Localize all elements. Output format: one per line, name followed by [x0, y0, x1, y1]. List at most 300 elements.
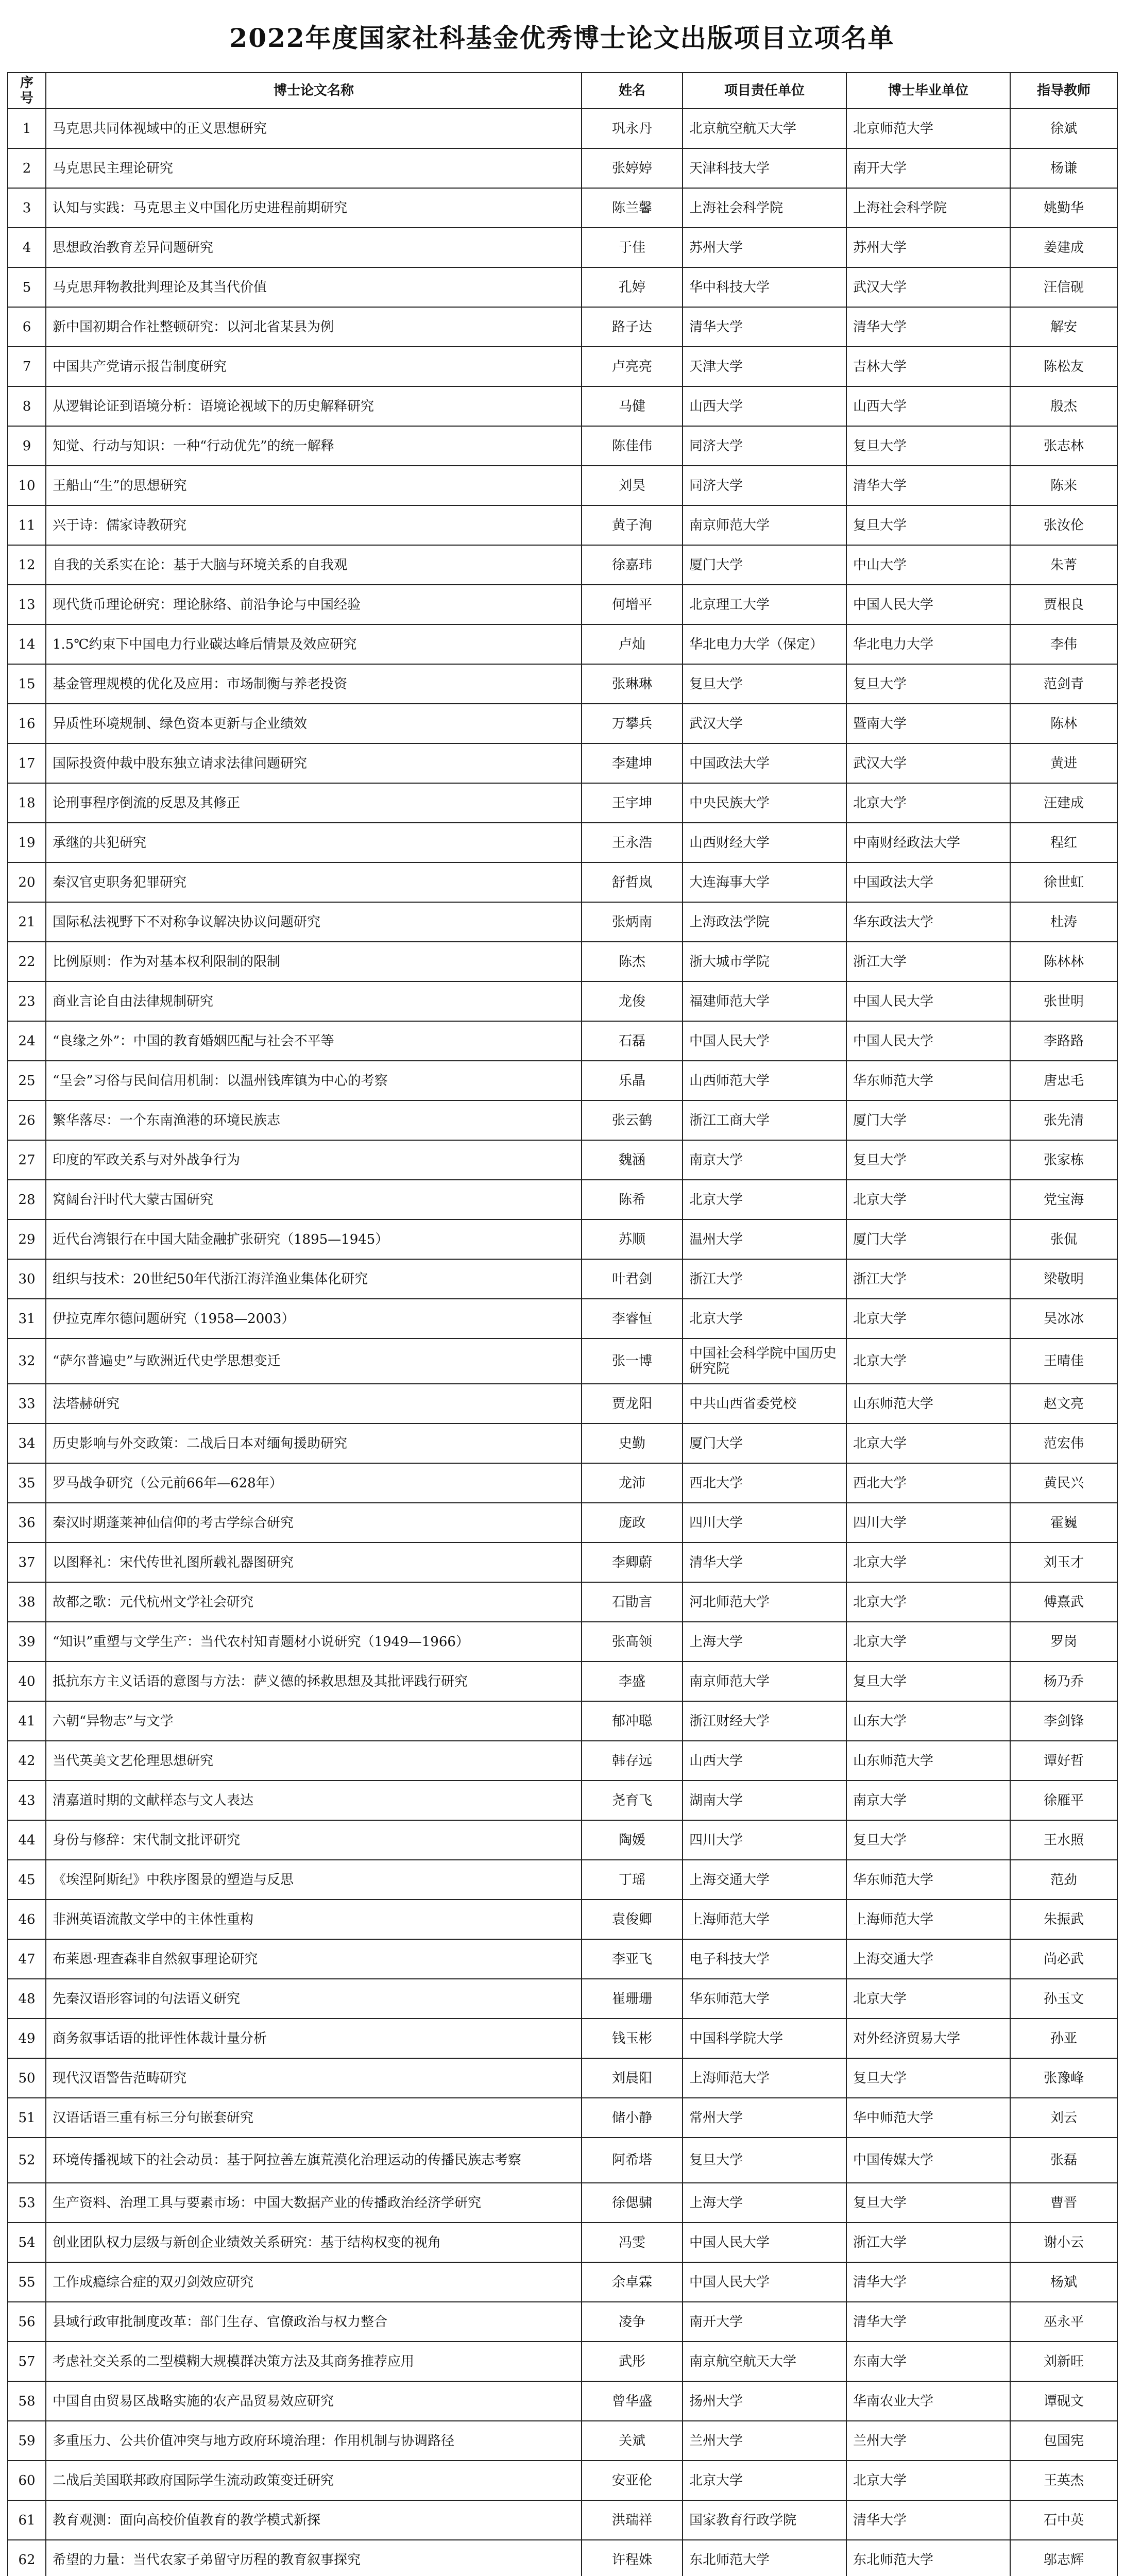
table-row — [8, 148, 1117, 188]
cell-serial: 36 — [8, 1503, 46, 1543]
cell-advisor: 包国宪 — [1010, 2421, 1117, 2461]
cell-graduate-unit: 上海社会科学院 — [846, 188, 1010, 228]
cell-advisor: 汪建成 — [1010, 783, 1117, 823]
cell-serial: 37 — [8, 1543, 46, 1582]
cell-serial: 4 — [8, 228, 46, 267]
cell-thesis-title: “呈会”习俗与民间信用机制：以温州钱库镇为中心的考察 — [46, 1061, 582, 1100]
cell-responsible-unit: 兰州大学 — [683, 2421, 846, 2461]
cell-graduate-unit: 南开大学 — [846, 148, 1010, 188]
cell-author-name: 王永浩 — [582, 823, 683, 862]
table-row — [8, 942, 1117, 981]
table-row — [8, 386, 1117, 426]
cell-thesis-title: 清嘉道时期的文献样态与文人表达 — [46, 1781, 582, 1820]
table-row — [8, 664, 1117, 704]
table-row — [8, 981, 1117, 1021]
cell-thesis-title: 伊拉克库尔德问题研究（1958—2003） — [46, 1299, 582, 1338]
cell-author-name: 钱玉彬 — [582, 2019, 683, 2058]
table-row — [8, 1384, 1117, 1423]
cell-thesis-title: 自我的关系实在论：基于大脑与环境关系的自我观 — [46, 545, 582, 585]
cell-responsible-unit: 山西大学 — [683, 1741, 846, 1781]
table-row — [8, 1939, 1117, 1979]
cell-responsible-unit: 山西财经大学 — [683, 823, 846, 862]
table-row — [8, 1582, 1117, 1622]
table-row — [8, 1463, 1117, 1503]
table-header-row — [8, 73, 1117, 109]
table-row — [8, 1820, 1117, 1860]
cell-advisor: 徐斌 — [1010, 109, 1117, 148]
cell-serial: 61 — [8, 2500, 46, 2540]
cell-thesis-title: 考虑社交关系的二型模糊大规模群决策方法及其商务推荐应用 — [46, 2342, 582, 2381]
cell-advisor: 孙玉文 — [1010, 1979, 1117, 2019]
cell-author-name: 巩永丹 — [582, 109, 683, 148]
cell-author-name: 陶媛 — [582, 1820, 683, 1860]
cell-author-name: 尧育飞 — [582, 1781, 683, 1820]
cell-graduate-unit: 清华大学 — [846, 2302, 1010, 2342]
cell-responsible-unit: 北京大学 — [683, 1180, 846, 1219]
cell-thesis-title: 环境传播视域下的社会动员：基于阿拉善左旗荒漠化治理运动的传播民族志考察 — [46, 2138, 582, 2183]
cell-serial: 41 — [8, 1701, 46, 1741]
table-row — [8, 1662, 1117, 1701]
cell-author-name: 余卓霖 — [582, 2262, 683, 2302]
cell-graduate-unit: 厦门大学 — [846, 1219, 1010, 1259]
cell-serial: 18 — [8, 783, 46, 823]
cell-graduate-unit: 复旦大学 — [846, 1662, 1010, 1701]
cell-author-name: 郁冲聪 — [582, 1701, 683, 1741]
document-title: 2022年度国家社科基金优秀博士论文出版项目立项名单 — [229, 23, 895, 53]
cell-thesis-title: 从逻辑论证到语境分析：语境论视域下的历史解释研究 — [46, 386, 582, 426]
cell-serial: 15 — [8, 664, 46, 704]
table-row — [8, 2381, 1117, 2421]
cell-serial: 1 — [8, 109, 46, 148]
cell-author-name: 李建坤 — [582, 743, 683, 783]
cell-advisor: 张侃 — [1010, 1219, 1117, 1259]
table-row — [8, 2098, 1117, 2138]
cell-responsible-unit: 扬州大学 — [683, 2381, 846, 2421]
cell-serial: 5 — [8, 267, 46, 307]
cell-responsible-unit: 华北电力大学（保定） — [683, 624, 846, 664]
cell-author-name: 李盛 — [582, 1662, 683, 1701]
cell-author-name: 陈希 — [582, 1180, 683, 1219]
cell-author-name: 庞政 — [582, 1503, 683, 1543]
cell-serial: 34 — [8, 1423, 46, 1463]
cell-serial: 9 — [8, 426, 46, 466]
cell-author-name: 魏涵 — [582, 1140, 683, 1180]
cell-responsible-unit: 中国人民大学 — [683, 1021, 846, 1061]
cell-advisor: 姜建成 — [1010, 228, 1117, 267]
cell-thesis-title: 现代汉语警告范畴研究 — [46, 2058, 582, 2098]
table-row — [8, 1140, 1117, 1180]
table-row — [8, 1100, 1117, 1140]
cell-serial: 47 — [8, 1939, 46, 1979]
cell-thesis-title: 教育观测：面向高校价值教育的教学模式新探 — [46, 2500, 582, 2540]
cell-author-name: 袁俊卿 — [582, 1900, 683, 1939]
cell-advisor: 朱菁 — [1010, 545, 1117, 585]
table-row — [8, 505, 1117, 545]
cell-author-name: 卢亮亮 — [582, 347, 683, 386]
cell-thesis-title: 希望的力量：当代农家子弟留守历程的教育叙事探究 — [46, 2540, 582, 2576]
cell-thesis-title: 兴于诗：儒家诗教研究 — [46, 505, 582, 545]
cell-advisor: 朱振武 — [1010, 1900, 1117, 1939]
cell-serial: 59 — [8, 2421, 46, 2461]
cell-serial: 20 — [8, 862, 46, 902]
cell-advisor: 吴冰冰 — [1010, 1299, 1117, 1338]
cell-thesis-title: 异质性环境规制、绿色资本更新与企业绩效 — [46, 704, 582, 743]
table-row — [8, 2342, 1117, 2381]
cell-serial: 57 — [8, 2342, 46, 2381]
cell-thesis-title: 法塔赫研究 — [46, 1384, 582, 1423]
cell-author-name: 李卿蔚 — [582, 1543, 683, 1582]
cell-graduate-unit: 四川大学 — [846, 1503, 1010, 1543]
table-row — [8, 624, 1117, 664]
cell-thesis-title: 工作成瘾综合症的双刃剑效应研究 — [46, 2262, 582, 2302]
cell-advisor: 杨斌 — [1010, 2262, 1117, 2302]
cell-responsible-unit: 湖南大学 — [683, 1781, 846, 1820]
cell-graduate-unit: 清华大学 — [846, 2500, 1010, 2540]
cell-advisor: 李路路 — [1010, 1021, 1117, 1061]
header-advisor: 指导教师 — [1010, 73, 1117, 109]
cell-serial: 23 — [8, 981, 46, 1021]
cell-graduate-unit: 北京大学 — [846, 783, 1010, 823]
cell-author-name: 史勤 — [582, 1423, 683, 1463]
cell-graduate-unit: 复旦大学 — [846, 2183, 1010, 2223]
cell-graduate-unit: 北京师范大学 — [846, 109, 1010, 148]
cell-responsible-unit: 北京理工大学 — [683, 585, 846, 624]
cell-advisor: 谢小云 — [1010, 2223, 1117, 2262]
cell-thesis-title: 中国自由贸易区战略实施的农产品贸易效应研究 — [46, 2381, 582, 2421]
cell-thesis-title: 以图释礼：宋代传世礼图所载礼器图研究 — [46, 1543, 582, 1582]
cell-serial: 10 — [8, 466, 46, 505]
cell-author-name: 凌争 — [582, 2302, 683, 2342]
cell-thesis-title: 秦汉时期蓬莱神仙信仰的考古学综合研究 — [46, 1503, 582, 1543]
cell-author-name: 舒哲岚 — [582, 862, 683, 902]
cell-responsible-unit: 华东师范大学 — [683, 1979, 846, 2019]
cell-graduate-unit: 中南财经政法大学 — [846, 823, 1010, 862]
cell-author-name: 马健 — [582, 386, 683, 426]
cell-responsible-unit: 天津大学 — [683, 347, 846, 386]
cell-advisor: 傅熹武 — [1010, 1582, 1117, 1622]
table-row — [8, 2500, 1117, 2540]
cell-graduate-unit: 苏州大学 — [846, 228, 1010, 267]
cell-graduate-unit: 北京大学 — [846, 2461, 1010, 2500]
cell-graduate-unit: 对外经济贸易大学 — [846, 2019, 1010, 2058]
cell-serial: 30 — [8, 1259, 46, 1299]
cell-graduate-unit: 武汉大学 — [846, 267, 1010, 307]
cell-advisor: 唐忠毛 — [1010, 1061, 1117, 1100]
cell-serial: 12 — [8, 545, 46, 585]
cell-advisor: 范劲 — [1010, 1860, 1117, 1900]
cell-author-name: 崔珊珊 — [582, 1979, 683, 2019]
cell-author-name: 安亚伦 — [582, 2461, 683, 2500]
table-row — [8, 1259, 1117, 1299]
cell-graduate-unit: 北京大学 — [846, 1622, 1010, 1662]
cell-author-name: 叶君剑 — [582, 1259, 683, 1299]
cell-graduate-unit: 北京大学 — [846, 1543, 1010, 1582]
cell-thesis-title: 马克思民主理论研究 — [46, 148, 582, 188]
cell-graduate-unit: 东南大学 — [846, 2342, 1010, 2381]
cell-advisor: 张世明 — [1010, 981, 1117, 1021]
cell-advisor: 石中英 — [1010, 2500, 1117, 2540]
cell-serial: 13 — [8, 585, 46, 624]
cell-responsible-unit: 中国科学院大学 — [683, 2019, 846, 2058]
table-row — [8, 109, 1117, 148]
cell-thesis-title: 现代货币理论研究：理论脉络、前沿争论与中国经验 — [46, 585, 582, 624]
cell-graduate-unit: 中国人民大学 — [846, 1021, 1010, 1061]
table-row — [8, 1299, 1117, 1338]
cell-serial: 58 — [8, 2381, 46, 2421]
cell-serial: 31 — [8, 1299, 46, 1338]
cell-thesis-title: 思想政治教育差异问题研究 — [46, 228, 582, 267]
table-row — [8, 267, 1117, 307]
cell-author-name: 于佳 — [582, 228, 683, 267]
cell-advisor: 刘云 — [1010, 2098, 1117, 2138]
cell-responsible-unit: 温州大学 — [683, 1219, 846, 1259]
cell-advisor: 陈来 — [1010, 466, 1117, 505]
cell-advisor: 李伟 — [1010, 624, 1117, 664]
cell-serial: 62 — [8, 2540, 46, 2576]
cell-serial: 11 — [8, 505, 46, 545]
table-row — [8, 783, 1117, 823]
cell-author-name: 卢灿 — [582, 624, 683, 664]
cell-author-name: 阿希塔 — [582, 2138, 683, 2183]
cell-thesis-title: 国际私法视野下不对称争议解决协议问题研究 — [46, 902, 582, 942]
cell-responsible-unit: 中国政法大学 — [683, 743, 846, 783]
cell-responsible-unit: 武汉大学 — [683, 704, 846, 743]
cell-graduate-unit: 北京大学 — [846, 1180, 1010, 1219]
cell-graduate-unit: 上海师范大学 — [846, 1900, 1010, 1939]
cell-advisor: 张汝伦 — [1010, 505, 1117, 545]
cell-advisor: 张志林 — [1010, 426, 1117, 466]
cell-responsible-unit: 浙江工商大学 — [683, 1100, 846, 1140]
cell-author-name: 张琳琳 — [582, 664, 683, 704]
cell-responsible-unit: 上海政法学院 — [683, 902, 846, 942]
cell-author-name: 张一博 — [582, 1338, 683, 1384]
cell-advisor: 王英杰 — [1010, 2461, 1117, 2500]
cell-author-name: 丁瑶 — [582, 1860, 683, 1900]
table-row — [8, 545, 1117, 585]
cell-responsible-unit: 浙江财经大学 — [683, 1701, 846, 1741]
cell-responsible-unit: 福建师范大学 — [683, 981, 846, 1021]
cell-advisor: 刘玉才 — [1010, 1543, 1117, 1582]
cell-advisor: 陈松友 — [1010, 347, 1117, 386]
cell-responsible-unit: 南开大学 — [683, 2302, 846, 2342]
cell-author-name: 张云鹤 — [582, 1100, 683, 1140]
cell-advisor: 张豫峰 — [1010, 2058, 1117, 2098]
cell-graduate-unit: 厦门大学 — [846, 1100, 1010, 1140]
header-serial: 序号 — [8, 73, 46, 109]
cell-advisor: 徐雁平 — [1010, 1781, 1117, 1820]
cell-author-name: 李睿恒 — [582, 1299, 683, 1338]
cell-author-name: 石磊 — [582, 1021, 683, 1061]
table-row — [8, 2262, 1117, 2302]
cell-author-name: 许程姝 — [582, 2540, 683, 2576]
cell-advisor: 张磊 — [1010, 2138, 1117, 2183]
cell-graduate-unit: 浙江大学 — [846, 1259, 1010, 1299]
header-graduate-unit: 博士毕业单位 — [846, 73, 1010, 109]
cell-advisor: 张家栋 — [1010, 1140, 1117, 1180]
cell-graduate-unit: 中山大学 — [846, 545, 1010, 585]
cell-graduate-unit: 山东师范大学 — [846, 1741, 1010, 1781]
table-row — [8, 1979, 1117, 2019]
cell-advisor: 谭好哲 — [1010, 1741, 1117, 1781]
cell-thesis-title: 窝阔台汗时代大蒙古国研究 — [46, 1180, 582, 1219]
cell-author-name: 刘晨阳 — [582, 2058, 683, 2098]
cell-advisor: 陈林 — [1010, 704, 1117, 743]
cell-advisor: 范剑青 — [1010, 664, 1117, 704]
cell-serial: 3 — [8, 188, 46, 228]
table-row — [8, 2302, 1117, 2342]
cell-serial: 25 — [8, 1061, 46, 1100]
cell-author-name: 乐晶 — [582, 1061, 683, 1100]
cell-thesis-title: 汉语话语三重有标三分句嵌套研究 — [46, 2098, 582, 2138]
cell-serial: 48 — [8, 1979, 46, 2019]
cell-serial: 55 — [8, 2262, 46, 2302]
cell-serial: 44 — [8, 1820, 46, 1860]
cell-thesis-title: 秦汉官吏职务犯罪研究 — [46, 862, 582, 902]
cell-responsible-unit: 山西师范大学 — [683, 1061, 846, 1100]
cell-serial: 19 — [8, 823, 46, 862]
table-row — [8, 1061, 1117, 1100]
cell-serial: 24 — [8, 1021, 46, 1061]
table-row — [8, 823, 1117, 862]
cell-graduate-unit: 北京大学 — [846, 1979, 1010, 2019]
table-row — [8, 1180, 1117, 1219]
table-row — [8, 1781, 1117, 1820]
cell-thesis-title: 新中国初期合作社整顿研究：以河北省某县为例 — [46, 307, 582, 347]
cell-serial: 26 — [8, 1100, 46, 1140]
cell-serial: 51 — [8, 2098, 46, 2138]
cell-graduate-unit: 华南农业大学 — [846, 2381, 1010, 2421]
table-row — [8, 2223, 1117, 2262]
cell-serial: 21 — [8, 902, 46, 942]
cell-responsible-unit: 电子科技大学 — [683, 1939, 846, 1979]
cell-thesis-title: 知觉、行动与知识：一种“行动优先”的统一解释 — [46, 426, 582, 466]
cell-responsible-unit: 山西大学 — [683, 386, 846, 426]
table-row — [8, 2019, 1117, 2058]
cell-serial: 38 — [8, 1582, 46, 1622]
cell-serial: 7 — [8, 347, 46, 386]
table-row — [8, 188, 1117, 228]
cell-serial: 2 — [8, 148, 46, 188]
cell-serial: 32 — [8, 1338, 46, 1384]
table-row — [8, 426, 1117, 466]
cell-responsible-unit: 南京师范大学 — [683, 1662, 846, 1701]
cell-author-name: 孔婷 — [582, 267, 683, 307]
cell-serial: 35 — [8, 1463, 46, 1503]
cell-advisor: 孙亚 — [1010, 2019, 1117, 2058]
cell-advisor: 汪信砚 — [1010, 267, 1117, 307]
cell-thesis-title: 县域行政审批制度改革：部门生存、官僚政治与权力整合 — [46, 2302, 582, 2342]
cell-thesis-title: 身份与修辞：宋代制文批评研究 — [46, 1820, 582, 1860]
table-row — [8, 228, 1117, 267]
cell-serial: 56 — [8, 2302, 46, 2342]
cell-responsible-unit: 北京大学 — [683, 1299, 846, 1338]
cell-advisor: 霍巍 — [1010, 1503, 1117, 1543]
cell-serial: 54 — [8, 2223, 46, 2262]
cell-thesis-title: 中国共产党请示报告制度研究 — [46, 347, 582, 386]
cell-author-name: 张炳南 — [582, 902, 683, 942]
table-row — [8, 1219, 1117, 1259]
cell-graduate-unit: 华东师范大学 — [846, 1061, 1010, 1100]
header-responsible-unit: 项目责任单位 — [683, 73, 846, 109]
cell-advisor: 罗岗 — [1010, 1622, 1117, 1662]
cell-thesis-title: 承继的共犯研究 — [46, 823, 582, 862]
cell-graduate-unit: 复旦大学 — [846, 664, 1010, 704]
cell-author-name: 龙沛 — [582, 1463, 683, 1503]
cell-author-name: 李亚飞 — [582, 1939, 683, 1979]
cell-advisor: 徐世虹 — [1010, 862, 1117, 902]
cell-graduate-unit: 南京大学 — [846, 1781, 1010, 1820]
cell-graduate-unit: 复旦大学 — [846, 1140, 1010, 1180]
table-row — [8, 466, 1117, 505]
cell-responsible-unit: 同济大学 — [683, 426, 846, 466]
cell-serial: 49 — [8, 2019, 46, 2058]
cell-responsible-unit: 北京大学 — [683, 2461, 846, 2500]
cell-advisor: 黄进 — [1010, 743, 1117, 783]
cell-serial: 53 — [8, 2183, 46, 2223]
table-row — [8, 1021, 1117, 1061]
cell-advisor: 邬志辉 — [1010, 2540, 1117, 2576]
cell-responsible-unit: 常州大学 — [683, 2098, 846, 2138]
cell-thesis-title: 《埃涅阿斯纪》中秩序图景的塑造与反思 — [46, 1860, 582, 1900]
cell-thesis-title: 故都之歌：元代杭州文学社会研究 — [46, 1582, 582, 1622]
cell-graduate-unit: 北京大学 — [846, 1338, 1010, 1384]
cell-thesis-title: 认知与实践：马克思主义中国化历史进程前期研究 — [46, 188, 582, 228]
cell-graduate-unit: 清华大学 — [846, 466, 1010, 505]
cell-graduate-unit: 山西大学 — [846, 386, 1010, 426]
table-row — [8, 2421, 1117, 2461]
cell-graduate-unit: 中国传媒大学 — [846, 2138, 1010, 2183]
cell-author-name: 龙俊 — [582, 981, 683, 1021]
cell-advisor: 刘新旺 — [1010, 2342, 1117, 2381]
cell-advisor: 姚勤华 — [1010, 188, 1117, 228]
cell-author-name: 曾华盛 — [582, 2381, 683, 2421]
cell-thesis-title: 历史影响与外交政策：二战后日本对缅甸援助研究 — [46, 1423, 582, 1463]
cell-author-name: 万攀兵 — [582, 704, 683, 743]
cell-responsible-unit: 南京大学 — [683, 1140, 846, 1180]
cell-responsible-unit: 厦门大学 — [683, 1423, 846, 1463]
cell-graduate-unit: 武汉大学 — [846, 743, 1010, 783]
cell-serial: 40 — [8, 1662, 46, 1701]
cell-responsible-unit: 中国人民大学 — [683, 2223, 846, 2262]
cell-serial: 45 — [8, 1860, 46, 1900]
cell-graduate-unit: 复旦大学 — [846, 2058, 1010, 2098]
cell-advisor: 谭砚文 — [1010, 2381, 1117, 2421]
cell-thesis-title: 近代台湾银行在中国大陆金融扩张研究（1895—1945） — [46, 1219, 582, 1259]
table-row — [8, 307, 1117, 347]
cell-advisor: 杜涛 — [1010, 902, 1117, 942]
cell-thesis-title: 印度的军政关系与对外战争行为 — [46, 1140, 582, 1180]
cell-serial: 52 — [8, 2138, 46, 2183]
cell-responsible-unit: 中共山西省委党校 — [683, 1384, 846, 1423]
cell-author-name: 黄子洵 — [582, 505, 683, 545]
cell-graduate-unit: 清华大学 — [846, 307, 1010, 347]
table-row — [8, 1423, 1117, 1463]
table-row — [8, 1900, 1117, 1939]
table-row — [8, 1543, 1117, 1582]
cell-advisor: 殷杰 — [1010, 386, 1117, 426]
table-row — [8, 862, 1117, 902]
cell-author-name: 陈兰馨 — [582, 188, 683, 228]
cell-advisor: 黄民兴 — [1010, 1463, 1117, 1503]
cell-author-name: 路子达 — [582, 307, 683, 347]
table-row — [8, 704, 1117, 743]
table-row — [8, 2461, 1117, 2500]
cell-thesis-title: 组织与技术：20世纪50年代浙江海洋渔业集体化研究 — [46, 1259, 582, 1299]
cell-serial: 39 — [8, 1622, 46, 1662]
cell-responsible-unit: 复旦大学 — [683, 2138, 846, 2183]
cell-thesis-title: 罗马战争研究（公元前66年—628年） — [46, 1463, 582, 1503]
cell-serial: 46 — [8, 1900, 46, 1939]
